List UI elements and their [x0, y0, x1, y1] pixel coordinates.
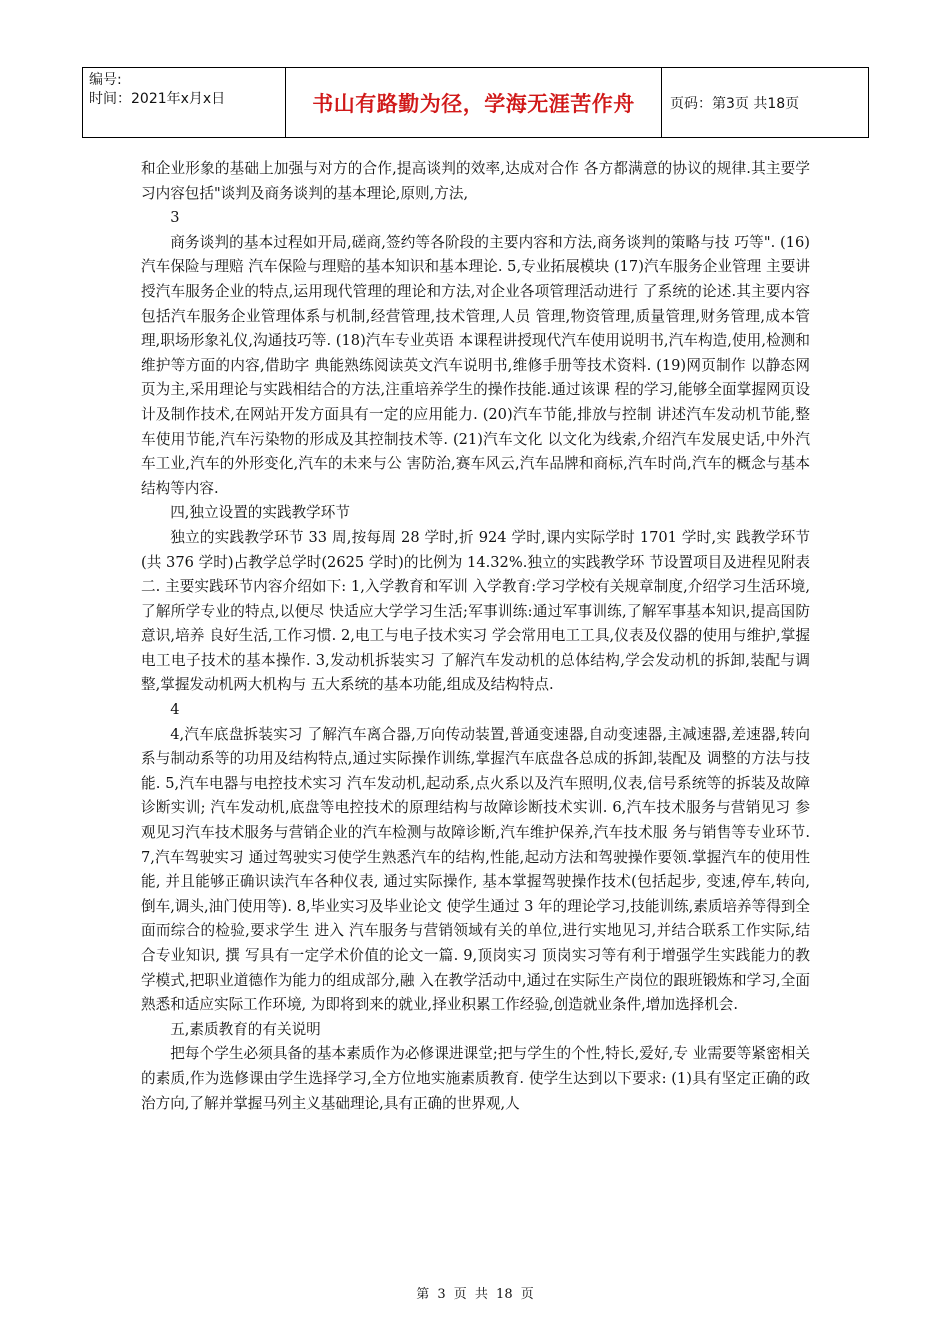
- embedded-page-number: 3: [170, 209, 180, 227]
- header-page-info: 页码：第3页 共18页: [670, 95, 800, 112]
- page-header: [82, 67, 869, 138]
- number-label: 编号:: [89, 72, 122, 88]
- paragraph-practice: 独立的实践教学环节 33 周,按每周 28 学时,折 924 学时,课内实际学时 1701 学时,实 践教学环节(共 376 学时)占教学总学时(2625 学时)的比例为 14.32%.独立的实践教学环 节设置项目及进程见附表二. 主要实践环节内容介绍如下: 1,入学教育和军训 入学教育:学习学校有关规章制度,介绍学习生活环境,了解所学专业的特点,以便尽 快适应大学学习生活;军事训练:通过军事训练,了解军事基本知识,提高国防意识,培养 良好生活,工作习惯. 2,电工与电子技术实习 学会常用电工工具,仪表及仪器的使用与维护,掌握电工电子技术的基本操作. 3,发动机拆装实习 了解汽车发动机的总体结构,学会发动机的拆卸,装配与调整,掌握发动机两大机构与 五大系统的基本功能,组成及结构特点.: [141, 528, 810, 694]
- paragraph-continuation: 和企业形象的基础上加强与对方的合作,提高谈判的效率,达成对合作 各方都满意的协议的规律.其主要学习内容包括"谈判及商务谈判的基本理论,原则,方法,: [141, 160, 810, 202]
- section-heading-quality: 五,素质教育的有关说明: [170, 1020, 321, 1038]
- header-motto: 书山有路勤为径，学海无涯苦作舟: [286, 68, 662, 137]
- embedded-page-number: 4: [170, 701, 180, 719]
- section-heading-practice: 四,独立设置的实践教学环节: [170, 504, 350, 522]
- document-body: [141, 157, 810, 1116]
- paragraph-courses: 商务谈判的基本过程如开局,磋商,签约等各阶段的主要内容和方法,商务谈判的策略与技 巧等". (16)汽车保险与理赔 汽车保险与理赔的基本知识和基本理论. 5,专业拓展模块 (17)汽车服务企业管理 主要讲授汽车服务企业的特点,运用现代管理的理论和方法,对企业各项管理活动进行 了系统的论述.其主要内容包括汽车服务企业管理体系与机制,经营管理,技术管理,人员 管理,物资管理,质量管理,财务管理,成本管理,职场形象礼仪,沟通技巧等. (18)汽车专业英语 本课程讲授现代汽车使用说明书,汽车构造,使用,检测和维护等方面的内容,借助字 典能熟练阅读英文汽车说明书,维修手册等技术资料. (19)网页制作 以静态网页为主,采用理论与实践相结合的方法,注重培养学生的操作技能.通过该课 程的学习,能够全面掌握网页设计及制作技术,在网站开发方面具有一定的应用能力. (20)汽车节能,排放与控制 讲述汽车发动机节能,整车使用节能,汽车污染物的形成及其控制技术等. (21)汽车文化 以文化为线索,介绍汽车发展史话,中外汽车工业,汽车的外形变化,汽车的未来与公 害防治,赛车风云,汽车品牌和商标,汽车时尚,汽车的概念与基本结构等内容.: [141, 233, 810, 497]
- time-line: 时间：2021年x月x日: [89, 91, 226, 107]
- header-meta: [83, 68, 286, 137]
- paragraph-internships: 4,汽车底盘拆装实习 了解汽车离合器,万向传动装置,普通变速器,自动变速器,主减速器,差速器,转向 系与制动系等的功用及结构特点,通过实际操作训练,掌握汽车底盘各总成的拆卸,装配及 调整的方法与技能. 5,汽车电器与电控技术实习 汽车发动机,起动系,点火系以及汽车照明,仪表,信号系统等的拆装及故障诊断实训; 汽车发动机,底盘等电控技术的原理结构与故障诊断技术实训. 6,汽车技术服务与营销见习 参观见习汽车技术服务与营销企业的汽车检测与故障诊断,汽车维护保养,汽车技术服 务与销售等专业环节. 7,汽车驾驶实习 通过驾驶实习使学生熟悉汽车的结构,性能,起动方法和驾驶操作要领.掌握汽车的使用性能, 并且能够正确识读汽车各种仪表, 通过实际操作, 基本掌握驾驶操作技术(包括起步, 变速,停车,转向,倒车,调头,油门使用等). 8,毕业实习及毕业论文 使学生通过 3 年的理论学习,技能训练,素质培养等得到全面而综合的检验,要求学生 进入 汽车服务与营销领域有关的单位,进行实地见习,并结合联系工作实际,结合专业知识, 撰 写具有一定学术价值的论文一篇. 9,顶岗实习 顶岗实习等有利于增强学生实践能力的教学模式,把职业道德作为能力的组成部分,融 入在教学活动中,通过在实际生产岗位的跟班锻炼和学习,全面熟悉和适应实际工作环境, 为即将到来的就业,择业积累工作经验,创造就业条件,增加选择机会.: [141, 725, 811, 1014]
- page-footer: 第 3 页 共 18 页: [416, 1287, 534, 1302]
- paragraph-quality: 把每个学生必须具备的基本素质作为必修课进课堂;把与学生的个性,特长,爱好,专 业需要等紧密相关的素质,作为选修课由学生选择学习,全方位地实施素质教育. 使学生达到以下要求: (1)具有坚定正确的政治方向,了解并掌握马列主义基础理论,具有正确的世界观,人: [141, 1045, 810, 1112]
